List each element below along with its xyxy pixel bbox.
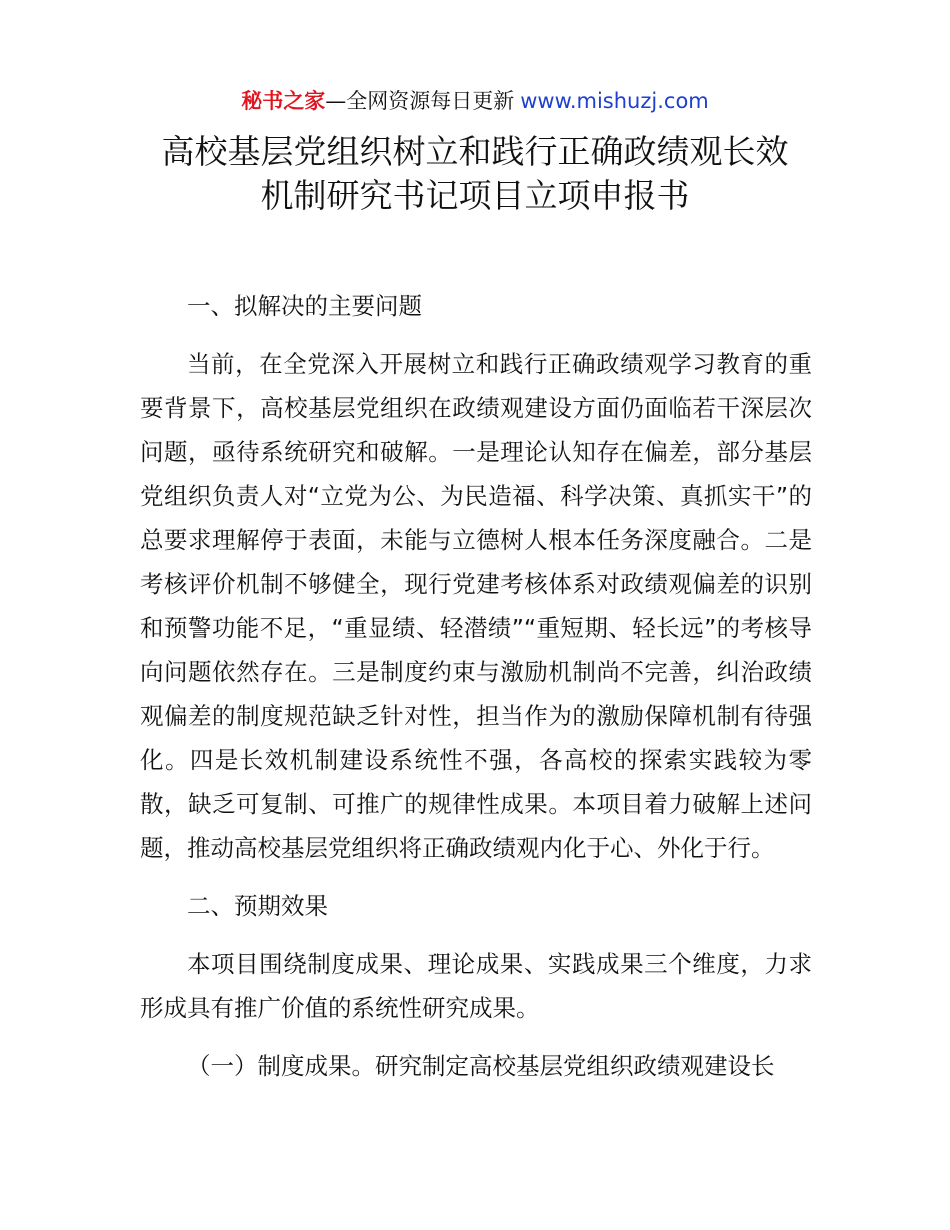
document-body xyxy=(140,284,812,1102)
section-1-paragraph: 当前，在全党深入开展树立和践行正确政绩观学习教育的重要背景下，高校基层党组织在政绩观建设方面仍面临若干深层次问题，亟待系统研究和破解。一是理论认知存在偏差，部分基层党组织负责人对“立党为公、为民造福、科学决策、真抓实干”的总要求理解停于表面，未能与立德树人根本任务深度融合。二是考核评价机制不够健全，现行党建考核体系对政绩观偏差的识别和预警功能不足，“重显绩、轻潜绩”“重短期、轻长远”的考核导向问题依然存在。三是制度约束与激励机制尚不完善，纠治政绩观偏差的制度规范缺乏针对性，担当作为的激励保障机制有待强化。四是长效机制建设系统性不强，各高校的探索实践较为零散，缺乏可复制、可推广的规律性成果。本项目着力破解上述问题，推动高校基层党组织将正确政绩观内化于心、外化于行。 xyxy=(140,350,812,862)
site-url-link[interactable]: www.mishuzj.com xyxy=(520,89,709,113)
document-title xyxy=(100,130,850,218)
site-brand: 秘书之家 xyxy=(241,89,326,113)
site-header xyxy=(0,86,950,116)
section-2-heading: 二、预期效果 xyxy=(187,892,328,920)
section-2-paragraph: 本项目围绕制度成果、理论成果、实践成果三个维度，力求形成具有推广价值的系统性研究成果。 xyxy=(140,950,812,1022)
section-1-heading: 一、拟解决的主要问题 xyxy=(187,292,422,320)
title-line-2: 机制研究书记项目立项申报书 xyxy=(260,176,690,215)
section-2-subsection-1: （一）制度成果。研究制定高校基层党组织政绩观建设长 xyxy=(187,1052,775,1080)
site-tagline: —全网资源每日更新 xyxy=(325,89,515,113)
title-line-1: 高校基层党组织树立和践行正确政绩观长效 xyxy=(161,132,789,171)
